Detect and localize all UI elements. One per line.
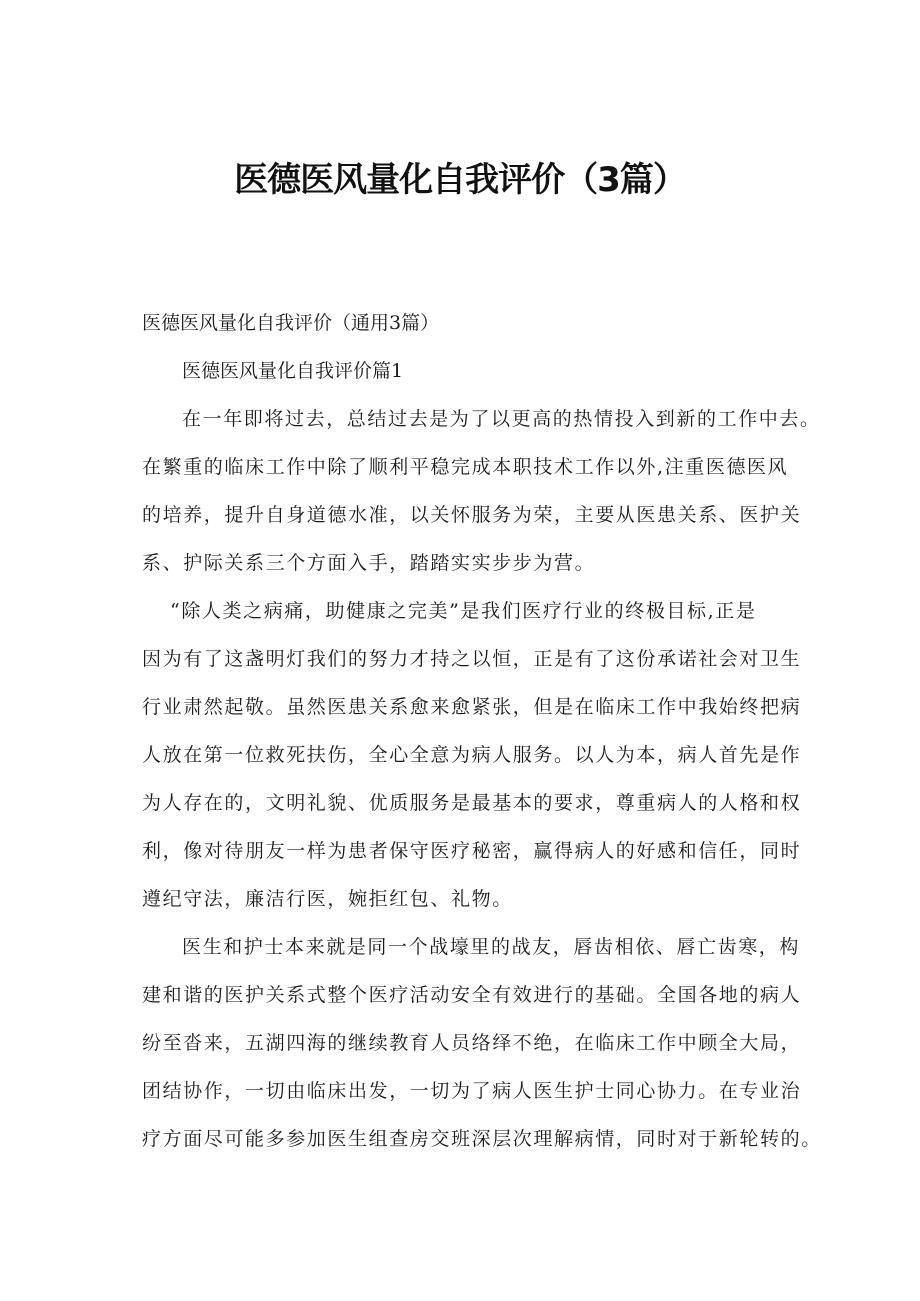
- body-line: 疗方面尽可能多参加医生组查房交班深层次理解病情，同时对于新轮转的。: [142, 1128, 822, 1150]
- body-line: 为人存在的，文明礼貌、优质服务是最基本的要求，尊重病人的人格和权: [142, 792, 802, 814]
- body-line: 医生和护士本来就是同一个战壕里的战友，唇齿相依、唇亡齿寒，构: [182, 936, 801, 958]
- section-heading: 医德医风量化自我评价篇1: [182, 360, 404, 382]
- body-line: 遵纪守法，廉洁行医，婉拒红包、礼物。: [142, 888, 513, 910]
- body-line: 的培养，提升自身道德水准，以关怀服务为荣，主要从医患关系、医护关: [142, 504, 802, 526]
- body-line: 在一年即将过去，总结过去是为了以更高的热情投入到新的工作中去。: [182, 408, 821, 430]
- body-line: 利，像对待朋友一样为患者保守医疗秘密，赢得病人的好感和信任，同时: [142, 840, 802, 862]
- body-line: 团结协作，一切由临床出发，一切为了病人医生护士同心协力。在专业治: [142, 1080, 802, 1102]
- document-title: 医德医风量化自我评价（3篇）: [234, 160, 686, 200]
- body-line: 建和谐的医护关系式整个医疗活动安全有效进行的基础。全国各地的病人: [142, 984, 802, 1006]
- body-line: 系、护际关系三个方面入手，踏踏实实步步为营。: [142, 552, 596, 574]
- body-line: 因为有了这盏明灯我们的努力才持之以恒，正是有了这份承诺社会对卫生: [142, 648, 802, 670]
- body-line: 纷至沓来，五湖四海的继续教育人员络绎不绝，在临床工作中顾全大局，: [142, 1032, 802, 1054]
- body-line: 行业肃然起敬。虽然医患关系愈来愈紧张，但是在临床工作中我始终把病: [142, 696, 802, 718]
- body-line: 人放在第一位救死扶伤，全心全意为病人服务。以人为本，病人首先是作: [142, 744, 802, 766]
- body-line: “除人类之病痛，助健康之完美”是我们医疗行业的终极目标,正是: [170, 600, 757, 622]
- document-subtitle: 医德医风量化自我评价（通用3篇）: [142, 312, 440, 334]
- body-line: 在繁重的临床工作中除了顺利平稳完成本职技术工作以外,注重医德医风: [142, 456, 789, 478]
